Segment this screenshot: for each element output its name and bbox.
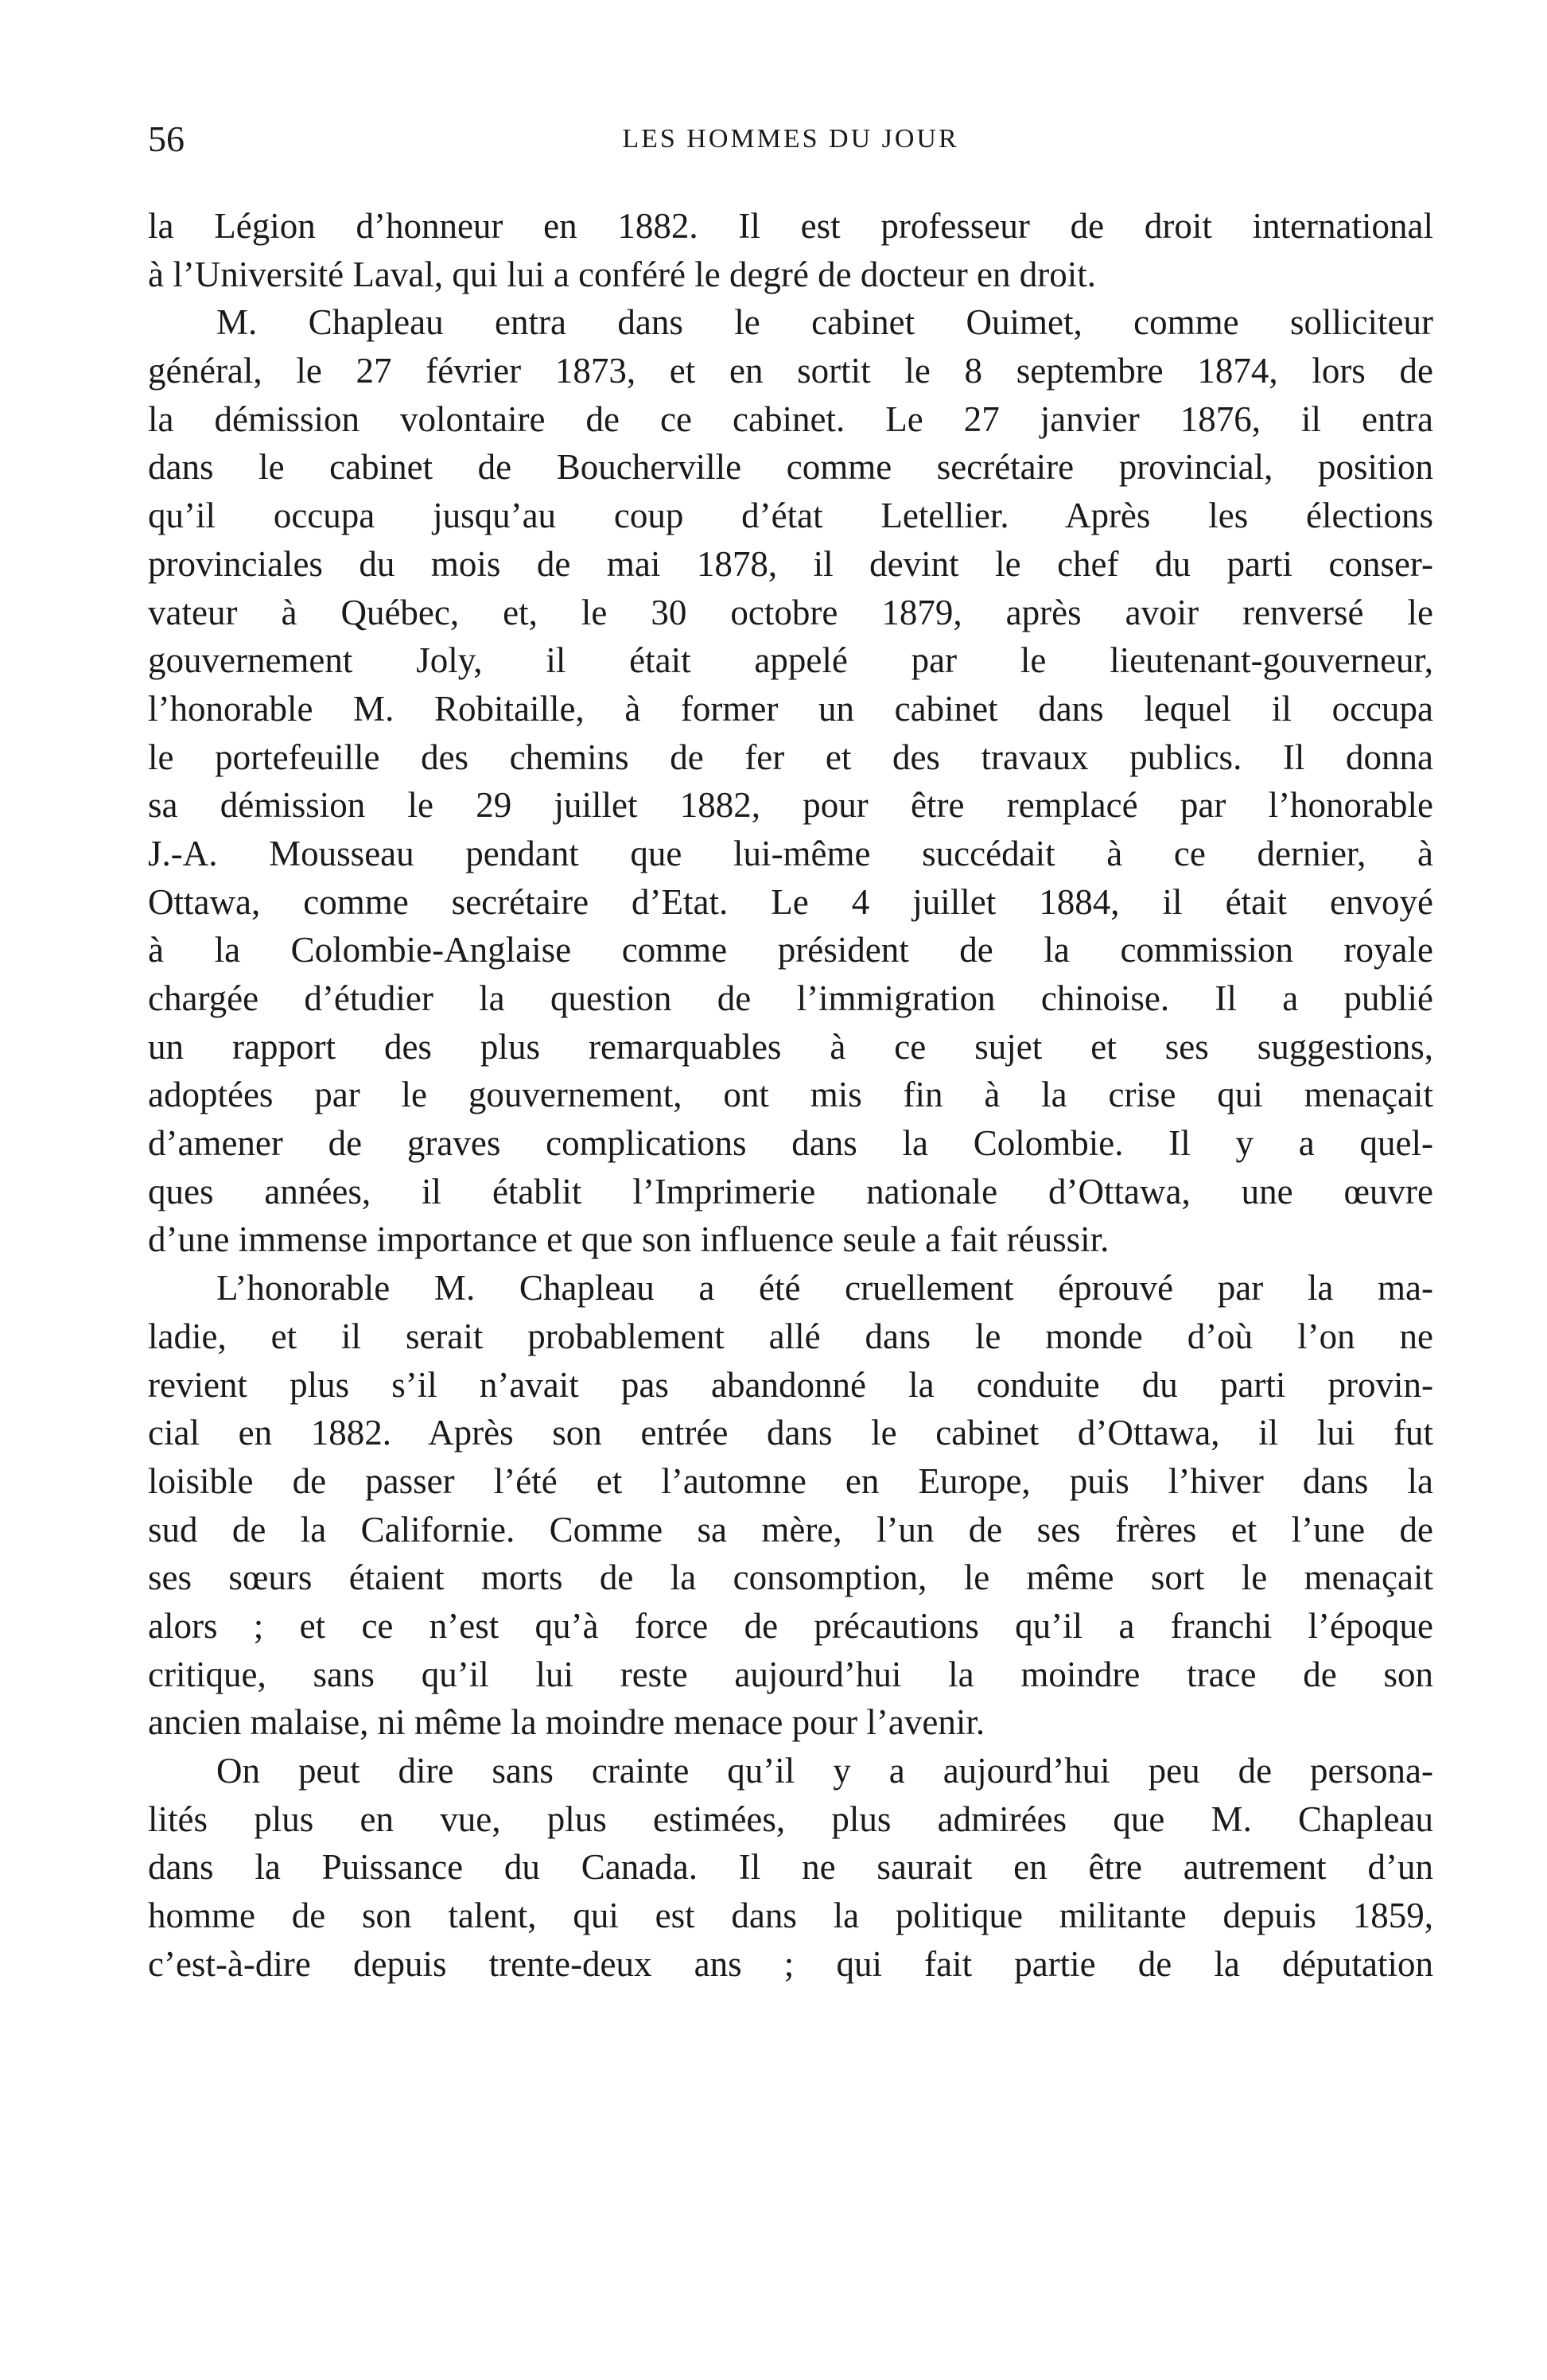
text-line: ladie, et il serait probablement allé dans le monde d’où l’on ne (148, 1316, 1433, 1356)
text-line: J.-A. Mousseau pendant que lui-même succédait à ce dernier, à (148, 833, 1433, 873)
text-line: Ottawa, comme secrétaire d’Etat. Le 4 juillet 1884, il était envoyé (148, 881, 1433, 922)
text-line: On peut dire sans crainte qu’il y a aujourd’hui peu de persona- (216, 1751, 1433, 1791)
text-line: sa démission le 29 juillet 1882, pour être remplacé par l’honorable (148, 785, 1433, 826)
text-line: revient plus s’il n’avait pas abandonné la conduite du parti provin- (148, 1364, 1433, 1405)
text-line: c’est-à-dire depuis trente-deux ans ; qui fait partie de la députation (148, 1943, 1433, 1984)
text-line: gouvernement Joly, il était appelé par le lieutenant-gouverneur, (148, 640, 1433, 681)
text-line: loisible de passer l’été et l’automne en Europe, puis l’hiver dans la (148, 1460, 1433, 1501)
text-line: chargée d’étudier la question de l’immigration chinoise. Il a publié (148, 978, 1433, 1018)
text-line: qu’il occupa jusqu’au coup d’état Letellier. Après les élections (148, 496, 1433, 536)
text-line: ques années, il établit l’Imprimerie nationale d’Ottawa, une œuvre (148, 1171, 1433, 1211)
text-line: cial en 1882. Après son entrée dans le cabinet d’Ottawa, il lui fut (148, 1413, 1433, 1453)
page-header (148, 111, 1433, 167)
text-line: L’honorable M. Chapleau a été cruellement éprouvé par la ma- (216, 1268, 1433, 1309)
text-line: adoptées par le gouvernement, ont mis fin à la crise qui menaçait (148, 1075, 1433, 1115)
text-line: la démission volontaire de ce cabinet. Le 27 janvier 1876, il entra (148, 399, 1433, 439)
running-head: LES HOMMES DU JOUR (622, 124, 959, 154)
text-line: sud de la Californie. Comme sa mère, l’un de ses frères et l’une de (148, 1509, 1433, 1550)
text-line: critique, sans qu’il lui reste aujourd’hui la moindre trace de son (148, 1654, 1433, 1694)
text-line: lités plus en vue, plus estimées, plus admirées que M. Chapleau (148, 1799, 1433, 1839)
text-line: vateur à Québec, et, le 30 octobre 1879, après avoir renversé le (148, 592, 1433, 632)
text-line: l’honorable M. Robitaille, à former un cabinet dans lequel il occupa (148, 688, 1433, 729)
text-line: alors ; et ce n’est qu’à force de précautions qu’il a franchi l’époque (148, 1605, 1433, 1646)
text-line: ses sœurs étaient morts de la consomption, le même sort le menaçait (148, 1558, 1433, 1598)
text-line: homme de son talent, qui est dans la politique militante depuis 1859, (148, 1896, 1433, 1936)
text-line: la Légion d’honneur en 1882. Il est professeur de droit international (148, 206, 1433, 246)
body-text (148, 202, 1433, 1988)
text-line: le portefeuille des chemins de fer et des travaux publics. Il donna (148, 737, 1433, 777)
text-line: un rapport des plus remarquables à ce sujet et ses suggestions, (148, 1026, 1433, 1067)
text-line: provinciales du mois de mai 1878, il devint le chef du parti conser- (148, 543, 1433, 584)
text-line: à la Colombie-Anglaise comme président de la commission royale (148, 930, 1433, 970)
text-line: d’amener de graves complications dans la Colombie. Il y a quel- (148, 1123, 1433, 1164)
text-line: M. Chapleau entra dans le cabinet Ouimet, comme solliciteur (216, 302, 1433, 343)
page-number: 56 (148, 119, 185, 159)
text-line: ancien malaise, ni même la moindre menace pour l’avenir. (148, 1702, 985, 1743)
text-line: à l’Université Laval, qui lui a conféré le degré de docteur en droit. (148, 254, 1096, 294)
text-line: dans la Puissance du Canada. Il ne saurait en être autrement d’un (148, 1847, 1433, 1888)
text-line: dans le cabinet de Boucherville comme secrétaire provincial, position (148, 447, 1433, 488)
text-line: d’une immense importance et que son influence seule a fait réussir. (148, 1219, 1110, 1260)
text-line: général, le 27 février 1873, et en sortit le 8 septembre 1874, lors de (148, 351, 1433, 391)
